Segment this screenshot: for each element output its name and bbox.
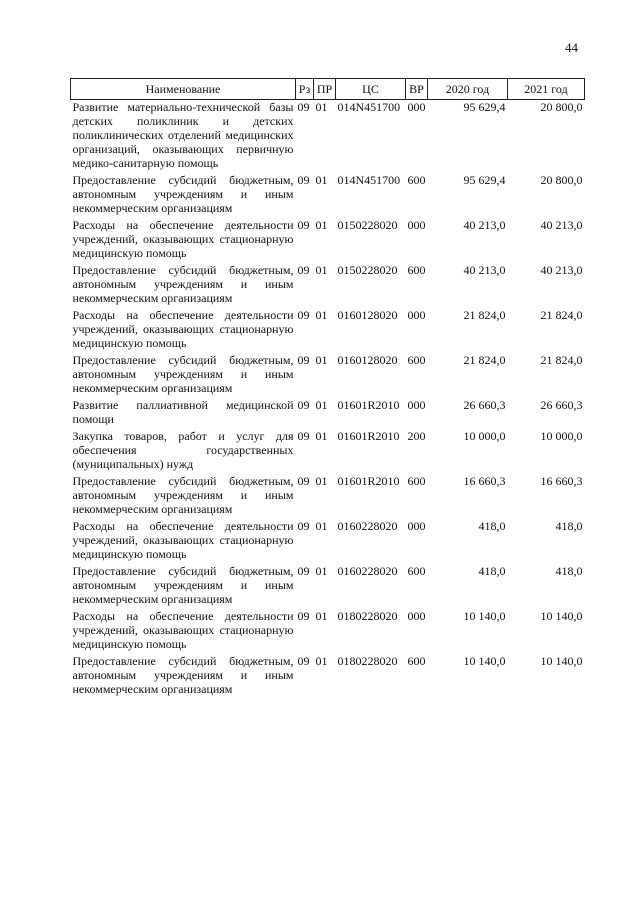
row-cs: 01601R2010 xyxy=(337,429,400,443)
row-2020-value: 95 629,4 xyxy=(463,173,506,187)
row-2021-value: 10 140,0 xyxy=(540,654,583,668)
row-pr: 01 xyxy=(315,263,328,277)
row-cs: 01601R2010 xyxy=(337,398,400,412)
row-pr: 01 xyxy=(315,173,328,187)
row-vr: 000 xyxy=(407,308,426,322)
table-row xyxy=(71,398,585,429)
row-name: Расходы на обеспечение деятельности учреждений, оказывающих стационарную медицинскую помощь xyxy=(72,519,294,561)
row-pr: 01 xyxy=(315,519,328,533)
table-row xyxy=(71,564,585,609)
row-2021-value: 21 824,0 xyxy=(540,353,583,367)
row-rz: 09 xyxy=(297,609,310,623)
row-vr: 600 xyxy=(407,474,426,488)
table-row xyxy=(71,263,585,308)
row-cs: 0160228020 xyxy=(337,519,398,533)
row-name: Развитие материально-технической базы детских поликлиник и детских поликлинических отделений медицинских организаций, оказывающих первичную медико-санитарную помощь xyxy=(72,100,294,170)
row-2020-value: 418,0 xyxy=(478,519,506,533)
table-row xyxy=(71,218,585,263)
row-2021-value: 21 824,0 xyxy=(540,308,583,322)
row-name: Расходы на обеспечение деятельности учреждений, оказывающих стационарную медицинскую помощь xyxy=(72,218,294,260)
row-name: Расходы на обеспечение деятельности учреждений, оказывающих стационарную медицинскую помощь xyxy=(72,609,294,651)
row-cs: 014N451700 xyxy=(337,173,401,187)
row-rz: 09 xyxy=(297,263,310,277)
row-vr: 000 xyxy=(407,609,426,623)
row-2020-value: 40 213,0 xyxy=(463,263,506,277)
table-row xyxy=(71,100,585,174)
column-header-2020: 2020 год xyxy=(428,79,508,100)
table-row xyxy=(71,308,585,353)
row-pr: 01 xyxy=(315,609,328,623)
row-cs: 0160228020 xyxy=(337,564,398,578)
row-rz: 09 xyxy=(297,474,310,488)
column-header-vr: ВР xyxy=(406,79,428,100)
row-2020-value: 21 824,0 xyxy=(463,353,506,367)
row-vr: 200 xyxy=(407,429,426,443)
row-pr: 01 xyxy=(315,474,328,488)
row-2020-value: 10 140,0 xyxy=(463,654,506,668)
row-vr: 600 xyxy=(407,173,426,187)
row-rz: 09 xyxy=(297,353,310,367)
row-vr: 000 xyxy=(407,519,426,533)
row-vr: 600 xyxy=(407,263,426,277)
table-row xyxy=(71,353,585,398)
row-cs: 014N451700 xyxy=(337,100,401,114)
row-name: Предоставление субсидий бюджетным, автономным учреждениям и иным некоммерческим организациям xyxy=(72,564,294,606)
row-name: Предоставление субсидий бюджетным, автономным учреждениям и иным некоммерческим организациям xyxy=(72,263,294,305)
row-pr: 01 xyxy=(315,654,328,668)
row-2020-value: 21 824,0 xyxy=(463,308,506,322)
table-row xyxy=(71,654,585,699)
row-2021-value: 20 800,0 xyxy=(540,173,583,187)
row-rz: 09 xyxy=(297,173,310,187)
row-2020-value: 418,0 xyxy=(478,564,506,578)
row-cs: 0180228020 xyxy=(337,609,398,623)
column-header-rz: Рз xyxy=(296,79,314,100)
row-vr: 600 xyxy=(407,654,426,668)
row-pr: 01 xyxy=(315,398,328,412)
row-rz: 09 xyxy=(297,429,310,443)
budget-table xyxy=(70,78,585,699)
row-2021-value: 10 000,0 xyxy=(540,429,583,443)
row-pr: 01 xyxy=(315,353,328,367)
row-2021-value: 40 213,0 xyxy=(540,218,583,232)
row-name: Предоставление субсидий бюджетным, автономным учреждениям и иным некоммерческим организациям xyxy=(72,474,294,516)
row-name: Предоставление субсидий бюджетным, автономным учреждениям и иным некоммерческим организациям xyxy=(72,353,294,395)
row-vr: 000 xyxy=(407,398,426,412)
row-2020-value: 95 629,4 xyxy=(463,100,506,114)
table-row xyxy=(71,429,585,474)
column-header-pr: ПР xyxy=(314,79,336,100)
row-2021-value: 418,0 xyxy=(555,564,583,578)
row-vr: 600 xyxy=(407,353,426,367)
table-header-row xyxy=(71,79,585,100)
row-cs: 0160128020 xyxy=(337,308,398,322)
row-rz: 09 xyxy=(297,519,310,533)
row-cs: 0160128020 xyxy=(337,353,398,367)
row-2021-value: 418,0 xyxy=(555,519,583,533)
row-rz: 09 xyxy=(297,308,310,322)
row-pr: 01 xyxy=(315,564,328,578)
row-pr: 01 xyxy=(315,218,328,232)
row-rz: 09 xyxy=(297,100,310,114)
row-2020-value: 16 660,3 xyxy=(463,474,506,488)
table-row xyxy=(71,474,585,519)
table-row xyxy=(71,519,585,564)
row-2021-value: 16 660,3 xyxy=(540,474,583,488)
row-rz: 09 xyxy=(297,398,310,412)
row-rz: 09 xyxy=(297,654,310,668)
row-vr: 000 xyxy=(407,218,426,232)
row-2021-value: 20 800,0 xyxy=(540,100,583,114)
row-vr: 000 xyxy=(407,100,426,114)
row-rz: 09 xyxy=(297,564,310,578)
row-2020-value: 10 000,0 xyxy=(463,429,506,443)
row-cs: 0150228020 xyxy=(337,218,398,232)
row-pr: 01 xyxy=(315,100,328,114)
page-number: 44 xyxy=(565,40,578,55)
row-name: Развитие паллиативной медицинской помощи xyxy=(72,398,294,426)
column-header-cs: ЦС xyxy=(336,79,406,100)
row-2021-value: 26 660,3 xyxy=(540,398,583,412)
column-header-name: Наименование xyxy=(71,79,296,100)
row-2021-value: 10 140,0 xyxy=(540,609,583,623)
row-cs: 01601R2010 xyxy=(337,474,400,488)
row-name: Расходы на обеспечение деятельности учреждений, оказывающих стационарную медицинскую помощь xyxy=(72,308,294,350)
row-pr: 01 xyxy=(315,429,328,443)
table-row xyxy=(71,173,585,218)
row-cs: 0180228020 xyxy=(337,654,398,668)
row-name: Закупка товаров, работ и услуг для обеспечения государственных (муниципальных) нужд xyxy=(72,429,294,471)
row-pr: 01 xyxy=(315,308,328,322)
row-2020-value: 10 140,0 xyxy=(463,609,506,623)
row-2020-value: 26 660,3 xyxy=(463,398,506,412)
row-2020-value: 40 213,0 xyxy=(463,218,506,232)
table-row xyxy=(71,609,585,654)
row-cs: 0150228020 xyxy=(337,263,398,277)
row-2021-value: 40 213,0 xyxy=(540,263,583,277)
row-name: Предоставление субсидий бюджетным, автономным учреждениям и иным некоммерческим организациям xyxy=(72,654,294,696)
row-name: Предоставление субсидий бюджетным, автономным учреждениям и иным некоммерческим организациям xyxy=(72,173,294,215)
row-vr: 600 xyxy=(407,564,426,578)
row-rz: 09 xyxy=(297,218,310,232)
column-header-2021: 2021 год xyxy=(508,79,585,100)
